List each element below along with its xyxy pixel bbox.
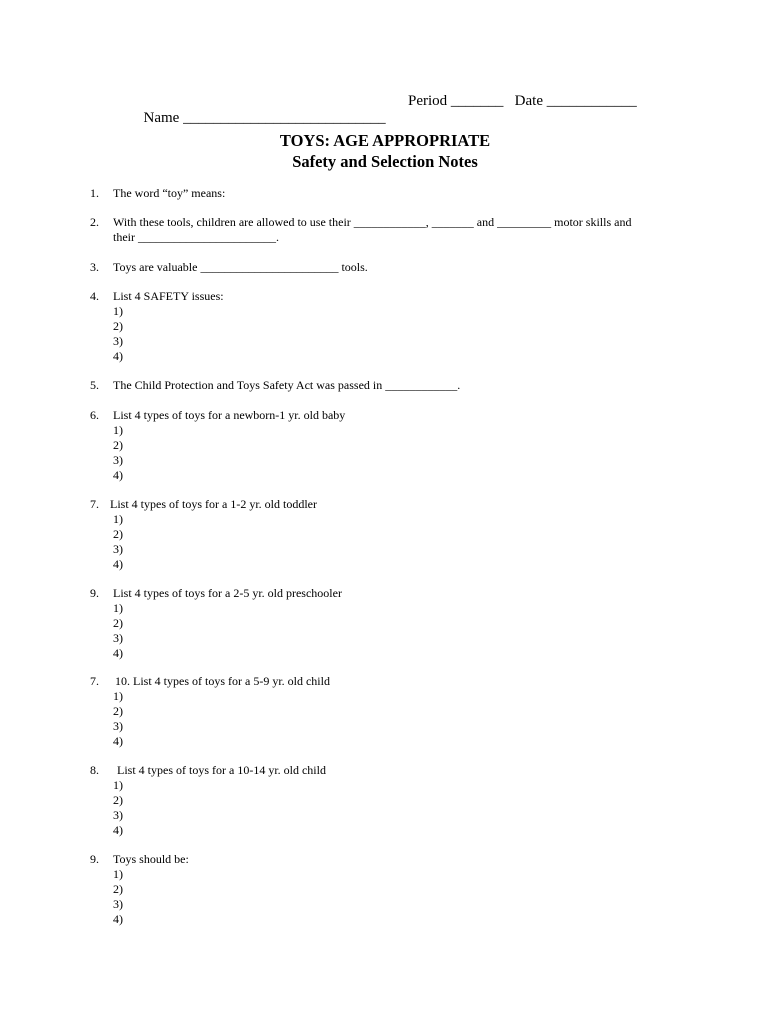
- answer-line-3: 3): [113, 897, 123, 911]
- page-subtitle: Safety and Selection Notes: [292, 152, 478, 171]
- answer-line-3: 3): [113, 719, 123, 733]
- answer-line-4: 4): [113, 912, 123, 926]
- question-number: 9.: [90, 852, 99, 866]
- question-text: List 4 types of toys for a 1-2 yr. old toddler: [110, 497, 317, 511]
- question-text: The word “toy” means:: [113, 186, 226, 200]
- question-number: 3.: [90, 260, 99, 274]
- answer-line-1: 1): [113, 867, 123, 881]
- answer-line-3: 3): [113, 453, 123, 467]
- question-number: 4.: [90, 289, 99, 303]
- answer-line-1: 1): [113, 304, 123, 318]
- answer-line-3: 3): [113, 808, 123, 822]
- question-text: The Child Protection and Toys Safety Act was passed in ____________.: [113, 378, 461, 392]
- answer-line-3: 3): [113, 334, 123, 348]
- question-text: List 4 types of toys for a newborn-1 yr. old baby: [113, 408, 346, 422]
- question-text: With these tools, children are allowed to use their ____________, _______ and _________ motor skills and: [113, 215, 632, 229]
- answer-line-2: 2): [113, 527, 123, 541]
- answer-line-4: 4): [113, 349, 123, 363]
- question-text: 10. List 4 types of toys for a 5-9 yr. old child: [115, 674, 330, 688]
- answer-line-1: 1): [113, 423, 123, 437]
- question-number: 7.: [90, 674, 99, 688]
- answer-line-4: 4): [113, 734, 123, 748]
- question-number: 8.: [90, 763, 99, 777]
- page-title: TOYS: AGE APPROPRIATE: [279, 131, 491, 150]
- name-line: Name ___________________________: [143, 110, 386, 126]
- question-number: 7.: [90, 497, 99, 511]
- period-date-line: Period _______ Date ____________: [408, 93, 637, 109]
- question-text: List 4 types of toys for a 2-5 yr. old preschooler: [113, 586, 342, 600]
- question-number: 1.: [90, 186, 99, 200]
- question-number: 5.: [90, 378, 99, 392]
- question-number: 9.: [90, 586, 99, 600]
- answer-line-1: 1): [113, 689, 123, 703]
- answer-line-2: 2): [113, 319, 123, 333]
- question-text: List 4 types of toys for a 10-14 yr. old child: [117, 763, 326, 777]
- answer-line-1: 1): [113, 512, 123, 526]
- question-text-continued: their _______________________.: [113, 230, 279, 244]
- question-text: List 4 SAFETY issues:: [113, 289, 224, 303]
- answer-line-3: 3): [113, 542, 123, 556]
- question-text: Toys should be:: [113, 852, 189, 866]
- answer-line-3: 3): [113, 631, 123, 645]
- answer-line-1: 1): [113, 601, 123, 615]
- question-number: 2.: [90, 215, 99, 229]
- answer-line-1: 1): [113, 778, 123, 792]
- answer-line-2: 2): [113, 882, 123, 896]
- answer-line-4: 4): [113, 468, 123, 482]
- answer-line-4: 4): [113, 823, 123, 837]
- answer-line-4: 4): [113, 557, 123, 571]
- answer-line-2: 2): [113, 438, 123, 452]
- question-9-toys-should-be: [90, 852, 189, 957]
- answer-line-4: 4): [113, 646, 123, 660]
- answer-line-2: 2): [113, 704, 123, 718]
- question-text: Toys are valuable _______________________ tools.: [113, 260, 368, 274]
- answer-line-2: 2): [113, 616, 123, 630]
- question-number: 6.: [90, 408, 99, 422]
- answer-line-2: 2): [113, 793, 123, 807]
